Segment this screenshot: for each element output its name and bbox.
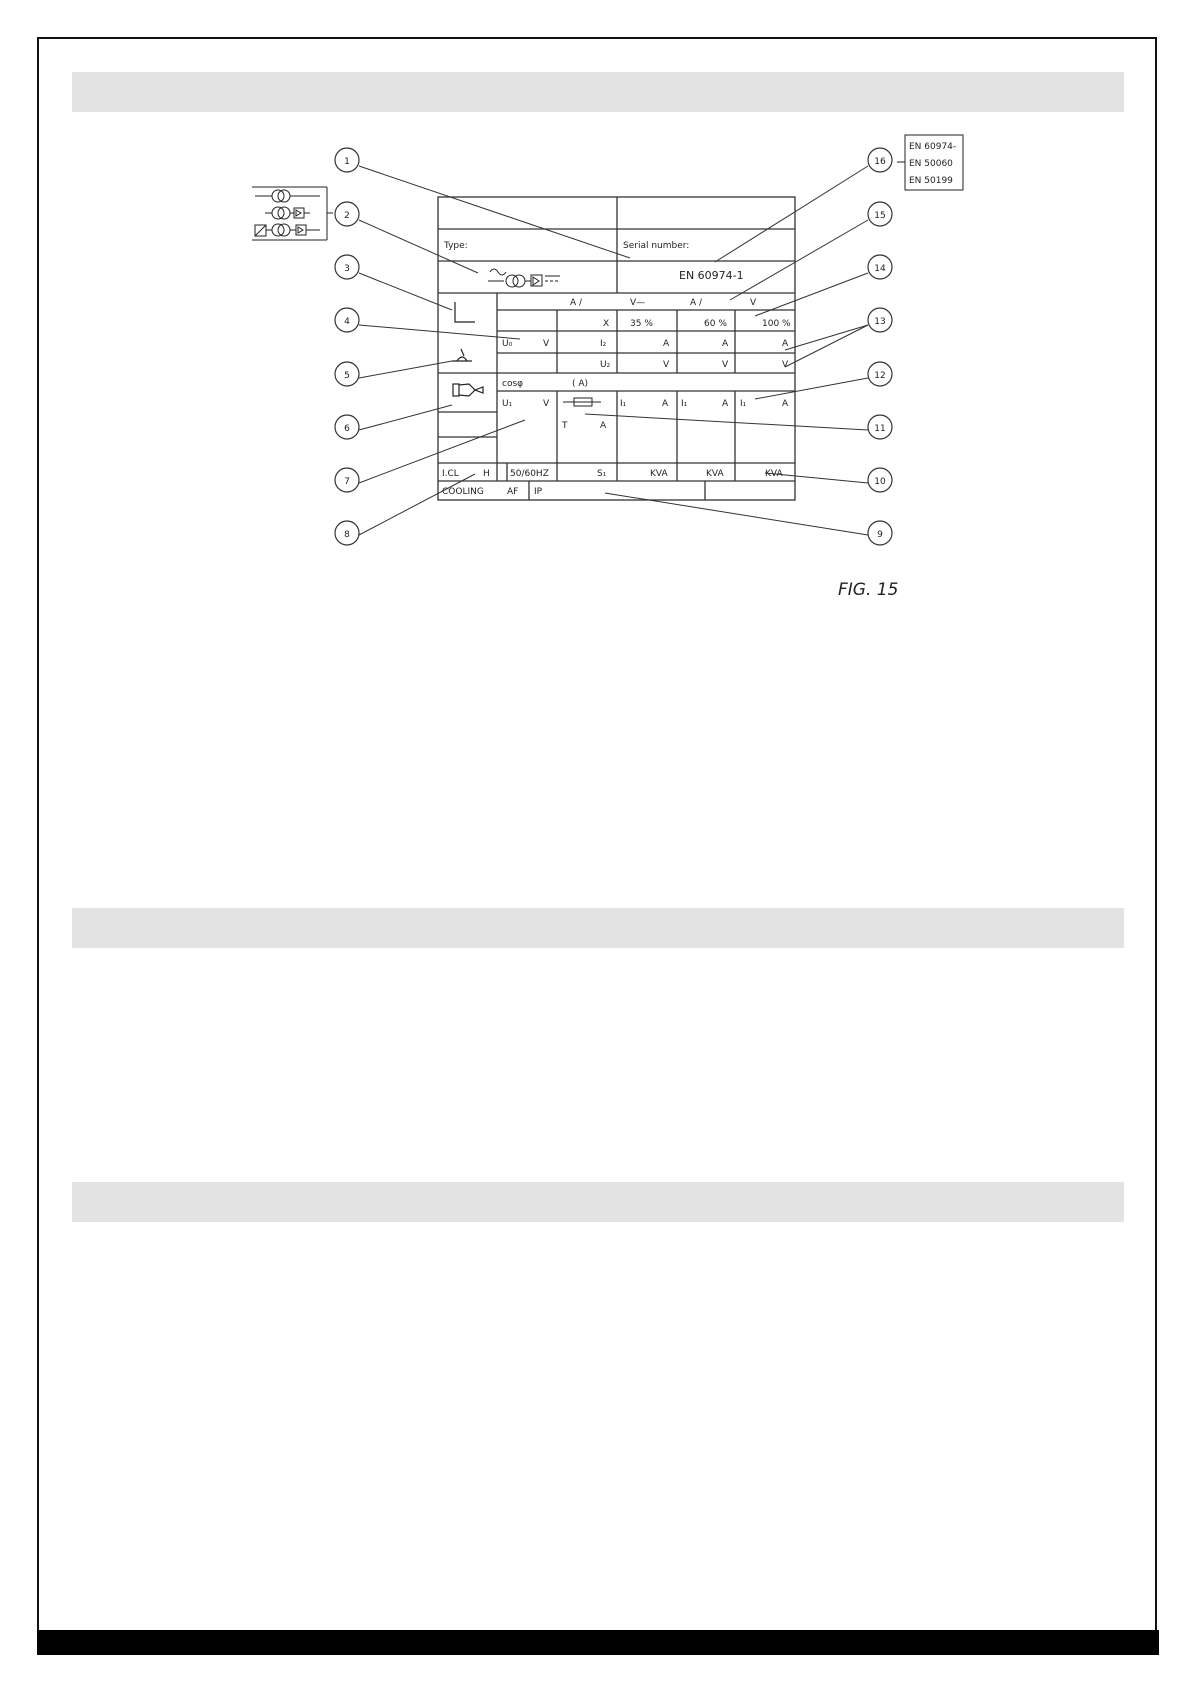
callout-6 bbox=[335, 415, 359, 439]
cell-cos: cosφ bbox=[502, 379, 524, 389]
cell-s1: S₁ bbox=[597, 469, 607, 479]
cell-kva-1: KVA bbox=[650, 469, 668, 479]
cell-u2: U₂ bbox=[600, 360, 611, 370]
fuse-icon bbox=[563, 398, 601, 406]
standard-1: EN 60974- bbox=[909, 142, 957, 152]
cell-x: X bbox=[603, 319, 610, 329]
cell-t-unit: A bbox=[600, 421, 607, 431]
svg-text:7: 7 bbox=[344, 477, 350, 487]
cell-i1-3-unit: A bbox=[782, 399, 789, 409]
cell-v1: V— bbox=[630, 298, 646, 308]
cell-i1-2-unit: A bbox=[722, 399, 729, 409]
callout-8 bbox=[335, 521, 359, 545]
standards-box bbox=[897, 135, 963, 190]
callout-2 bbox=[335, 202, 359, 226]
cell-kva-2: KVA bbox=[706, 469, 724, 479]
characteristic-curve-icon bbox=[455, 302, 475, 322]
cell-icl-unit: H bbox=[483, 469, 490, 479]
cell-freq: 50/60HZ bbox=[510, 469, 549, 479]
cell-t: T bbox=[562, 421, 568, 431]
cell-cooling: COOLING bbox=[442, 487, 484, 497]
callouts bbox=[335, 148, 892, 545]
callout-3 bbox=[335, 255, 359, 279]
standard-3: EN 50199 bbox=[909, 176, 953, 186]
cell-cos-unit: ( A) bbox=[572, 379, 589, 389]
callout-14 bbox=[868, 255, 892, 279]
callout-15 bbox=[868, 202, 892, 226]
svg-text:3: 3 bbox=[344, 264, 350, 274]
cell-u1-unit: V bbox=[543, 399, 550, 409]
callout-4 bbox=[335, 308, 359, 332]
cell-60: 60 % bbox=[704, 319, 727, 329]
cell-i2-a1: A bbox=[663, 339, 670, 349]
welding-process-icon bbox=[452, 349, 472, 361]
svg-text:8: 8 bbox=[344, 530, 350, 540]
svg-text:5: 5 bbox=[344, 371, 350, 381]
svg-text:11: 11 bbox=[874, 424, 886, 434]
callout-11 bbox=[868, 415, 892, 439]
callout-7 bbox=[335, 468, 359, 492]
svg-text:13: 13 bbox=[874, 317, 886, 327]
svg-text:15: 15 bbox=[874, 211, 886, 221]
figure-label: FIG. 15 bbox=[838, 580, 899, 600]
svg-text:2: 2 bbox=[344, 211, 350, 221]
svg-text:16: 16 bbox=[874, 157, 886, 167]
serial-label: Serial number: bbox=[623, 241, 690, 251]
svg-text:4: 4 bbox=[344, 317, 350, 327]
symbol-legend-box bbox=[252, 187, 333, 240]
callout-12 bbox=[868, 362, 892, 386]
cell-i2: I₂ bbox=[600, 339, 607, 349]
cell-i2-a2: A bbox=[722, 339, 729, 349]
cell-v2: V bbox=[750, 298, 757, 308]
plate-grid bbox=[438, 197, 795, 500]
cell-i2-a3: A bbox=[782, 339, 789, 349]
callout-10 bbox=[868, 468, 892, 492]
cell-ip: IP bbox=[534, 487, 543, 497]
callout-16 bbox=[868, 148, 892, 172]
cell-a1: A / bbox=[570, 298, 583, 308]
cell-a2: A / bbox=[690, 298, 703, 308]
callout-5 bbox=[335, 362, 359, 386]
cell-u2-v3: V bbox=[782, 360, 789, 370]
callout-9 bbox=[868, 521, 892, 545]
cell-u0-unit: V bbox=[543, 339, 550, 349]
cell-i1-2: I₁ bbox=[681, 399, 688, 409]
cell-icl: I.CL bbox=[442, 469, 459, 479]
cell-u2-v2: V bbox=[722, 360, 729, 370]
svg-text:1: 1 bbox=[344, 157, 350, 167]
cell-af: AF bbox=[507, 487, 519, 497]
cell-100: 100 % bbox=[762, 319, 791, 329]
standard-2: EN 50060 bbox=[909, 159, 953, 169]
cell-kva-3: KVA bbox=[765, 469, 783, 479]
cell-u2-v1: V bbox=[663, 360, 670, 370]
svg-text:12: 12 bbox=[874, 371, 886, 381]
callout-1 bbox=[335, 148, 359, 172]
cell-35: 35 % bbox=[630, 319, 653, 329]
transformer-rectifier-icon bbox=[488, 269, 560, 287]
svg-text:9: 9 bbox=[877, 530, 883, 540]
leader-lines bbox=[359, 166, 868, 535]
input-power-icon bbox=[453, 384, 483, 396]
cell-i1-1-unit: A bbox=[662, 399, 669, 409]
type-label: Type: bbox=[444, 241, 468, 251]
standard-label: EN 60974-1 bbox=[679, 269, 744, 282]
cell-u1: U₁ bbox=[502, 399, 513, 409]
cell-i1-3: I₁ bbox=[740, 399, 747, 409]
svg-text:10: 10 bbox=[874, 477, 886, 487]
callout-13 bbox=[868, 308, 892, 332]
cell-i1-1: I₁ bbox=[620, 399, 627, 409]
svg-text:6: 6 bbox=[344, 424, 350, 434]
cell-u0: U₀ bbox=[502, 339, 513, 349]
svg-text:14: 14 bbox=[874, 264, 886, 274]
